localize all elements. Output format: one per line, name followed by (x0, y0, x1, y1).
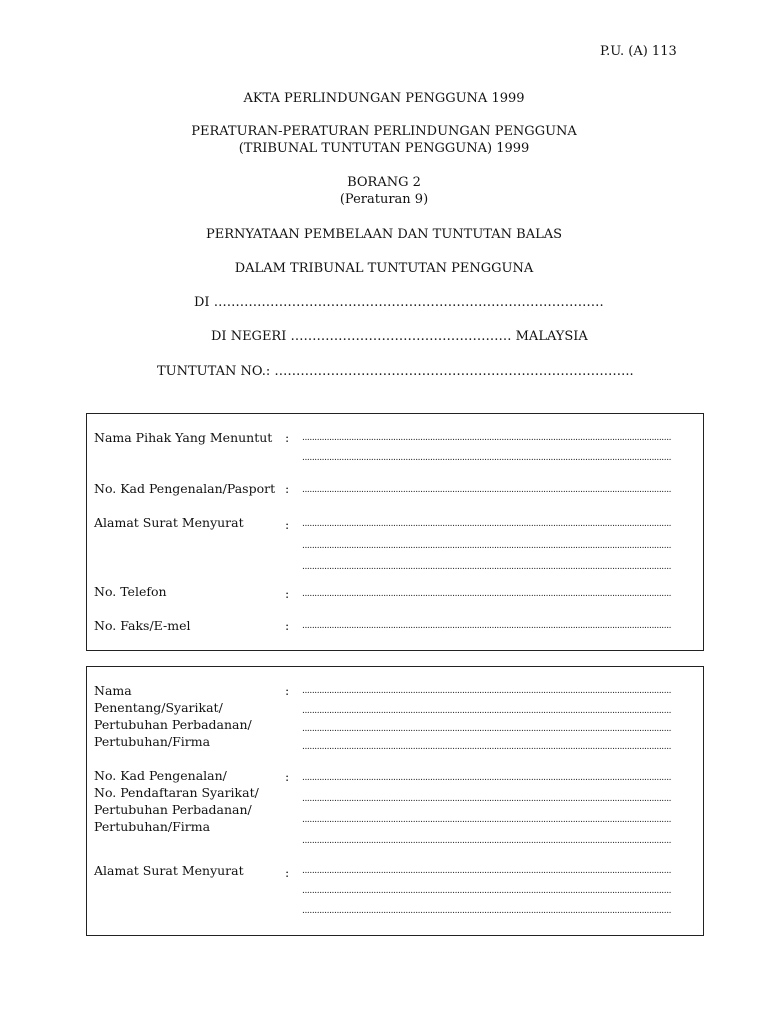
claimant-name-field-line2[interactable]: ...................................................................................................................................................... (302, 453, 672, 463)
colon: : (285, 865, 290, 880)
respondent-address-field-line2[interactable]: ...................................................................................................................................................... (302, 886, 672, 896)
claimant-phone-field[interactable]: ...................................................................................................................................................... (302, 589, 672, 599)
claimant-ic-field[interactable]: ...................................................................................................................................................... (302, 485, 672, 495)
claimant-fax-email-field[interactable]: ...................................................................................................................................................... (302, 621, 672, 631)
claimant-fax-email-label: No. Faks/E-mel (94, 618, 191, 633)
claim-number-line: TUNTUTAN NO.: ……………………………………………………………………….. (157, 364, 634, 379)
colon: : (285, 769, 290, 784)
colon: : (285, 481, 290, 496)
respondent-name-label-line4: Pertubuhan/Firma (94, 734, 211, 749)
respondent-name-label-line1: Nama (94, 683, 132, 698)
colon: : (285, 683, 290, 698)
colon: : (285, 430, 290, 445)
claimant-address-label: Alamat Surat Menyurat (94, 515, 244, 530)
respondent-id-field-line3[interactable]: ...................................................................................................................................................... (302, 815, 672, 825)
respondent-id-field-line2[interactable]: ...................................................................................................................................................... (302, 794, 672, 804)
respondent-address-field-line3[interactable]: ...................................................................................................................................................... (302, 906, 672, 916)
respondent-name-field-line2[interactable]: ...................................................................................................................................................... (302, 706, 672, 716)
regulation-title-line2: (TRIBUNAL TUNTUTAN PENGGUNA) 1999 (238, 141, 530, 156)
form-number: BORANG 2 (347, 175, 421, 190)
respondent-address-label: Alamat Surat Menyurat (94, 863, 244, 878)
claimant-address-field-line3[interactable]: ...................................................................................................................................................... (302, 562, 672, 572)
respondent-id-label-line1: No. Kad Pengenalan/ (94, 768, 227, 783)
respondent-name-field-line1[interactable]: ...................................................................................................................................................... (302, 686, 672, 696)
form-title: PERNYATAAN PEMBELAAN DAN TUNTUTAN BALAS (205, 227, 563, 242)
claimant-ic-label: No. Kad Pengenalan/Pasport (94, 481, 276, 496)
respondent-name-label-line2: Penentang/Syarikat/ (94, 700, 223, 715)
claimant-name-field[interactable]: ...................................................................................................................................................... (302, 433, 672, 443)
document-reference: P.U. (A) 113 (600, 44, 677, 59)
claimant-name-label: Nama Pihak Yang Menuntut (94, 430, 273, 445)
colon: : (285, 586, 290, 601)
tribunal-line: DALAM TRIBUNAL TUNTUTAN PENGGUNA (234, 261, 534, 276)
respondent-address-field-line1[interactable]: ...................................................................................................................................................... (302, 866, 672, 876)
respondent-name-label-line3: Pertubuhan Perbadanan/ (94, 717, 252, 732)
colon: : (285, 618, 290, 633)
respondent-id-field-line4[interactable]: ...................................................................................................................................................... (302, 836, 672, 846)
regulation-title-line1: PERATURAN-PERATURAN PERLINDUNGAN PENGGUNA (191, 124, 577, 139)
respondent-name-field-line3[interactable]: ...................................................................................................................................................... (302, 724, 672, 734)
colon: : (285, 517, 290, 532)
respondent-id-label-line2: No. Pendaftaran Syarikat/ (94, 785, 259, 800)
claimant-address-field-line1[interactable]: ...................................................................................................................................................... (302, 519, 672, 529)
respondent-name-field-line4[interactable]: ...................................................................................................................................................... (302, 742, 672, 752)
form-regulation: (Peraturan 9) (339, 192, 429, 207)
state-line: DI NEGERI …………………………………………… MALAYSIA (211, 329, 588, 344)
act-title: AKTA PERLINDUNGAN PENGGUNA 1999 (243, 91, 525, 106)
respondent-id-field-line1[interactable]: ...................................................................................................................................................... (302, 773, 672, 783)
respondent-details-box (86, 666, 704, 936)
claimant-address-field-line2[interactable]: ...................................................................................................................................................... (302, 541, 672, 551)
tribunal-location-line: DI ……………………………………………………………………………… (194, 295, 604, 310)
claimant-details-box (86, 413, 704, 651)
respondent-id-label-line3: Pertubuhan Perbadanan/ (94, 802, 252, 817)
respondent-id-label-line4: Pertubuhan/Firma (94, 819, 211, 834)
claimant-phone-label: No. Telefon (94, 584, 167, 599)
